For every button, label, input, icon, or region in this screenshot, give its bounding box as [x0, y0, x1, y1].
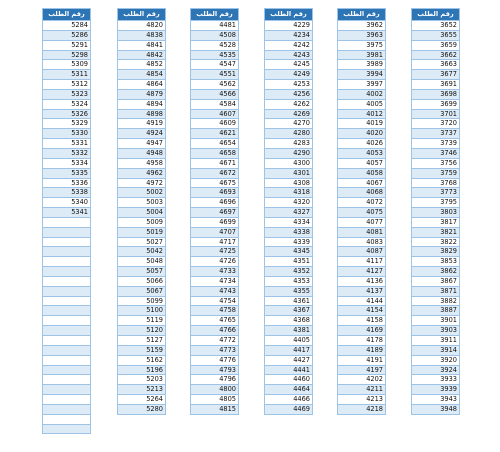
- order-number-cell: 3822: [412, 238, 459, 248]
- order-number-cell: 4699: [191, 218, 238, 228]
- order-number-cell: 4245: [265, 60, 312, 70]
- order-number-cell: 4351: [265, 257, 312, 267]
- order-number-cell: 4584: [191, 100, 238, 110]
- order-number-cell: 3887: [412, 306, 459, 316]
- order-number-cell: 4972: [118, 179, 165, 189]
- order-number-cell: 4334: [265, 218, 312, 228]
- order-number-cell: 4469: [265, 405, 312, 415]
- order-number-cell: 3662: [412, 51, 459, 61]
- order-number-cell: 3853: [412, 257, 459, 267]
- order-number-cell: 4353: [265, 277, 312, 287]
- order-number-cell: 3989: [338, 60, 385, 70]
- order-number-cell: 3821: [412, 228, 459, 238]
- order-number-cell: 5338: [43, 188, 90, 198]
- order-number-cell: 4919: [118, 119, 165, 129]
- order-number-cell: 3901: [412, 316, 459, 326]
- order-number-cell: 5159: [118, 346, 165, 356]
- order-number-cell: 4535: [191, 51, 238, 61]
- order-number-cell: 5286: [43, 31, 90, 41]
- order-number-cell: 5298: [43, 51, 90, 61]
- order-number-cell: [43, 277, 90, 287]
- order-number-cell: 4253: [265, 80, 312, 90]
- order-number-cell: 4300: [265, 159, 312, 169]
- order-number-cell: [43, 346, 90, 356]
- order-number-cell: 4566: [191, 90, 238, 100]
- order-number-cell: 3963: [338, 31, 385, 41]
- order-number-cell: 5057: [118, 267, 165, 277]
- order-number-cell: 3994: [338, 70, 385, 80]
- order-number-cell: 4002: [338, 90, 385, 100]
- order-number-cell: [43, 366, 90, 376]
- order-number-cell: 4367: [265, 306, 312, 316]
- order-number-cell: 5312: [43, 80, 90, 90]
- order-number-cell: 4815: [191, 405, 238, 415]
- order-number-cell: 4137: [338, 287, 385, 297]
- order-number-cell: [43, 405, 90, 415]
- order-number-cell: 5127: [118, 336, 165, 346]
- order-number-cell: 5284: [43, 21, 90, 31]
- order-number-cell: 3975: [338, 41, 385, 51]
- order-table-4: [264, 8, 313, 415]
- order-number-cell: 4144: [338, 297, 385, 307]
- order-number-cell: 4793: [191, 366, 238, 376]
- order-number-cell: 4441: [265, 366, 312, 376]
- order-number-cell: 5003: [118, 198, 165, 208]
- order-number-cell: 4339: [265, 238, 312, 248]
- order-number-cell: 3720: [412, 119, 459, 129]
- order-number-cell: 4318: [265, 188, 312, 198]
- order-number-cell: 4707: [191, 228, 238, 238]
- order-number-cell: 3773: [412, 188, 459, 198]
- order-number-cell: 5291: [43, 41, 90, 51]
- order-number-cell: 4758: [191, 306, 238, 316]
- order-number-cell: 5264: [118, 395, 165, 405]
- order-number-cell: 5213: [118, 385, 165, 395]
- order-number-cell: 5009: [118, 218, 165, 228]
- order-number-cell: 3739: [412, 139, 459, 149]
- order-number-cell: 4796: [191, 375, 238, 385]
- order-number-cell: 4355: [265, 287, 312, 297]
- order-number-cell: 4368: [265, 316, 312, 326]
- order-number-cell: 3698: [412, 90, 459, 100]
- order-number-cell: 4743: [191, 287, 238, 297]
- order-number-cell: 4734: [191, 277, 238, 287]
- order-number-cell: 4726: [191, 257, 238, 267]
- order-number-cell: 5027: [118, 238, 165, 248]
- order-number-cell: 5042: [118, 247, 165, 257]
- order-number-cell: 4327: [265, 208, 312, 218]
- order-number-cell: 5326: [43, 110, 90, 120]
- order-table-1: [42, 8, 91, 434]
- order-number-cell: 4012: [338, 110, 385, 120]
- order-number-cell: 3663: [412, 60, 459, 70]
- order-number-cell: 5203: [118, 375, 165, 385]
- order-number-cell: 4320: [265, 198, 312, 208]
- order-number-cell: 4072: [338, 198, 385, 208]
- order-number-cell: 4068: [338, 188, 385, 198]
- order-number-cell: 3920: [412, 356, 459, 366]
- order-number-cell: 3871: [412, 287, 459, 297]
- order-number-cell: 4947: [118, 139, 165, 149]
- order-number-cell: 4178: [338, 336, 385, 346]
- order-table-3: [190, 8, 239, 415]
- order-number-cell: 4249: [265, 70, 312, 80]
- order-number-cell: 4136: [338, 277, 385, 287]
- order-number-cell: 4754: [191, 297, 238, 307]
- order-number-cell: [43, 257, 90, 267]
- order-number-cell: 3817: [412, 218, 459, 228]
- order-number-cell: 4958: [118, 159, 165, 169]
- order-number-cell: 5323: [43, 90, 90, 100]
- order-number-cell: 5004: [118, 208, 165, 218]
- order-number-cell: 5340: [43, 198, 90, 208]
- order-number-cell: [43, 306, 90, 316]
- order-number-cell: 3759: [412, 169, 459, 179]
- order-number-cell: 4654: [191, 139, 238, 149]
- order-number-cell: 3737: [412, 129, 459, 139]
- order-number-cell: 4547: [191, 60, 238, 70]
- order-number-cell: 4234: [265, 31, 312, 41]
- order-number-cell: 4345: [265, 247, 312, 257]
- order-number-cell: [43, 247, 90, 257]
- order-number-cell: 4805: [191, 395, 238, 405]
- order-number-cell: 4725: [191, 247, 238, 257]
- order-number-cell: 3756: [412, 159, 459, 169]
- order-number-cell: 5335: [43, 169, 90, 179]
- order-number-cell: 5162: [118, 356, 165, 366]
- order-number-cell: 5119: [118, 316, 165, 326]
- order-number-cell: 4464: [265, 385, 312, 395]
- order-number-cell: 4256: [265, 90, 312, 100]
- order-number-cell: 3701: [412, 110, 459, 120]
- order-number-cell: 3981: [338, 51, 385, 61]
- order-number-cell: [43, 238, 90, 248]
- order-number-cell: 4283: [265, 139, 312, 149]
- order-number-cell: 4562: [191, 80, 238, 90]
- order-number-cell: 4609: [191, 119, 238, 129]
- order-number-cell: 4852: [118, 60, 165, 70]
- order-number-cell: 3914: [412, 346, 459, 356]
- order-number-cell: 4243: [265, 51, 312, 61]
- order-number-cell: 5329: [43, 119, 90, 129]
- order-number-cell: 5341: [43, 208, 90, 218]
- order-number-cell: 3652: [412, 21, 459, 31]
- order-table-2: [117, 8, 166, 415]
- order-number-cell: 4820: [118, 21, 165, 31]
- order-number-cell: 3997: [338, 80, 385, 90]
- order-number-cell: 4528: [191, 41, 238, 51]
- order-number-cell: 4508: [191, 31, 238, 41]
- order-number-cell: 5334: [43, 159, 90, 169]
- order-number-cell: 4005: [338, 100, 385, 110]
- order-number-cell: 3795: [412, 198, 459, 208]
- order-number-cell: 4841: [118, 41, 165, 51]
- order-number-cell: 4772: [191, 336, 238, 346]
- order-number-cell: 4242: [265, 41, 312, 51]
- order-number-cell: 5309: [43, 60, 90, 70]
- order-number-cell: 5324: [43, 100, 90, 110]
- order-number-cell: [43, 356, 90, 366]
- order-number-cell: 5331: [43, 139, 90, 149]
- order-number-cell: [43, 316, 90, 326]
- order-number-cell: 4270: [265, 119, 312, 129]
- order-number-cell: 3699: [412, 100, 459, 110]
- order-number-cell: 5120: [118, 326, 165, 336]
- order-number-cell: 4776: [191, 356, 238, 366]
- order-number-cell: 4020: [338, 129, 385, 139]
- order-number-cell: 4026: [338, 139, 385, 149]
- order-number-cell: 3948: [412, 405, 459, 415]
- column-header: رقم الطلب: [265, 9, 312, 21]
- order-number-cell: 4427: [265, 356, 312, 366]
- order-number-cell: 4481: [191, 21, 238, 31]
- order-number-cell: 5099: [118, 297, 165, 307]
- order-number-cell: 5019: [118, 228, 165, 238]
- order-table-6: [411, 8, 460, 415]
- order-number-cell: 4057: [338, 159, 385, 169]
- order-number-cell: [43, 395, 90, 405]
- order-number-cell: 5048: [118, 257, 165, 267]
- order-number-cell: 4466: [265, 395, 312, 405]
- column-header: رقم الطلب: [43, 9, 90, 21]
- order-number-cell: 4766: [191, 326, 238, 336]
- order-number-cell: 4675: [191, 179, 238, 189]
- order-number-cell: 4658: [191, 149, 238, 159]
- order-number-cell: 4229: [265, 21, 312, 31]
- order-number-cell: 4733: [191, 267, 238, 277]
- column-header: رقم الطلب: [118, 9, 165, 21]
- order-number-cell: 4352: [265, 267, 312, 277]
- order-number-cell: 4338: [265, 228, 312, 238]
- order-number-cell: [43, 287, 90, 297]
- column-header: رقم الطلب: [412, 9, 459, 21]
- order-number-cell: [43, 415, 90, 425]
- order-number-cell: 5196: [118, 366, 165, 376]
- order-number-cell: 4077: [338, 218, 385, 228]
- order-number-cell: 5336: [43, 179, 90, 189]
- order-number-cell: 4381: [265, 326, 312, 336]
- column-header: رقم الطلب: [338, 9, 385, 21]
- order-number-cell: 5066: [118, 277, 165, 287]
- order-number-cell: [43, 425, 90, 435]
- order-number-cell: 4717: [191, 238, 238, 248]
- order-number-cell: 3911: [412, 336, 459, 346]
- order-number-cell: 3862: [412, 267, 459, 277]
- column-header: رقم الطلب: [191, 9, 238, 21]
- order-number-cell: 5330: [43, 129, 90, 139]
- order-number-cell: 5067: [118, 287, 165, 297]
- order-number-cell: 3924: [412, 366, 459, 376]
- order-number-cell: 4838: [118, 31, 165, 41]
- order-number-cell: 5280: [118, 405, 165, 415]
- order-number-cell: 4213: [338, 395, 385, 405]
- order-number-cell: 3746: [412, 149, 459, 159]
- order-number-cell: 4117: [338, 257, 385, 267]
- order-number-cell: 4417: [265, 346, 312, 356]
- order-number-cell: 4607: [191, 110, 238, 120]
- order-number-cell: 4924: [118, 129, 165, 139]
- order-number-cell: 4081: [338, 228, 385, 238]
- order-number-cell: 4067: [338, 179, 385, 189]
- order-number-cell: 4765: [191, 316, 238, 326]
- order-number-cell: 4158: [338, 316, 385, 326]
- order-number-cell: 3677: [412, 70, 459, 80]
- order-number-cell: 4800: [191, 385, 238, 395]
- order-number-cell: 3882: [412, 297, 459, 307]
- order-number-cell: 3867: [412, 277, 459, 287]
- order-number-cell: 4405: [265, 336, 312, 346]
- order-number-cell: 4301: [265, 169, 312, 179]
- order-number-cell: 4269: [265, 110, 312, 120]
- order-number-cell: 3962: [338, 21, 385, 31]
- order-number-cell: 4854: [118, 70, 165, 80]
- order-number-cell: 4127: [338, 267, 385, 277]
- order-number-cell: 3933: [412, 375, 459, 385]
- order-number-cell: 4879: [118, 90, 165, 100]
- order-number-cell: 4621: [191, 129, 238, 139]
- order-number-cell: 4672: [191, 169, 238, 179]
- order-number-cell: 4696: [191, 198, 238, 208]
- order-number-cell: [43, 385, 90, 395]
- order-number-cell: 3829: [412, 247, 459, 257]
- order-table-5: [337, 8, 386, 415]
- order-number-cell: 4075: [338, 208, 385, 218]
- order-number-cell: 3768: [412, 179, 459, 189]
- order-number-cell: 3803: [412, 208, 459, 218]
- order-number-cell: 4962: [118, 169, 165, 179]
- order-number-cell: 4087: [338, 247, 385, 257]
- order-number-cell: 3943: [412, 395, 459, 405]
- order-number-cell: 3939: [412, 385, 459, 395]
- order-number-cell: 4898: [118, 110, 165, 120]
- order-number-cell: 4189: [338, 346, 385, 356]
- order-number-cell: [43, 326, 90, 336]
- order-number-cell: [43, 375, 90, 385]
- order-number-cell: 4693: [191, 188, 238, 198]
- order-number-cell: 4290: [265, 149, 312, 159]
- order-number-cell: 5002: [118, 188, 165, 198]
- order-number-cell: 4864: [118, 80, 165, 90]
- order-number-cell: 4211: [338, 385, 385, 395]
- order-number-cell: 3691: [412, 80, 459, 90]
- order-number-cell: 4551: [191, 70, 238, 80]
- order-number-cell: 4773: [191, 346, 238, 356]
- order-number-cell: 4169: [338, 326, 385, 336]
- order-number-cell: 5332: [43, 149, 90, 159]
- order-number-cell: [43, 336, 90, 346]
- order-number-cell: 4053: [338, 149, 385, 159]
- order-number-cell: 4361: [265, 297, 312, 307]
- order-number-cell: 4460: [265, 375, 312, 385]
- order-number-cell: 4019: [338, 119, 385, 129]
- order-number-cell: 4202: [338, 375, 385, 385]
- order-number-cell: 4262: [265, 100, 312, 110]
- order-number-cell: 4842: [118, 51, 165, 61]
- order-number-cell: 3659: [412, 41, 459, 51]
- order-number-cell: 4197: [338, 366, 385, 376]
- order-number-cell: 4280: [265, 129, 312, 139]
- order-number-cell: 3655: [412, 31, 459, 41]
- order-number-cell: 4308: [265, 179, 312, 189]
- order-number-cell: [43, 267, 90, 277]
- order-number-cell: 5100: [118, 306, 165, 316]
- order-number-cell: 5311: [43, 70, 90, 80]
- order-number-cell: 4671: [191, 159, 238, 169]
- order-number-cell: 4154: [338, 306, 385, 316]
- order-number-cell: [43, 297, 90, 307]
- order-number-cell: [43, 218, 90, 228]
- order-number-cell: 4894: [118, 100, 165, 110]
- order-number-cell: [43, 228, 90, 238]
- order-number-cell: 4191: [338, 356, 385, 366]
- order-number-cell: 4083: [338, 238, 385, 248]
- order-number-cell: 4058: [338, 169, 385, 179]
- order-number-cell: 4948: [118, 149, 165, 159]
- order-number-cell: 3903: [412, 326, 459, 336]
- order-number-cell: 4697: [191, 208, 238, 218]
- order-number-cell: 4218: [338, 405, 385, 415]
